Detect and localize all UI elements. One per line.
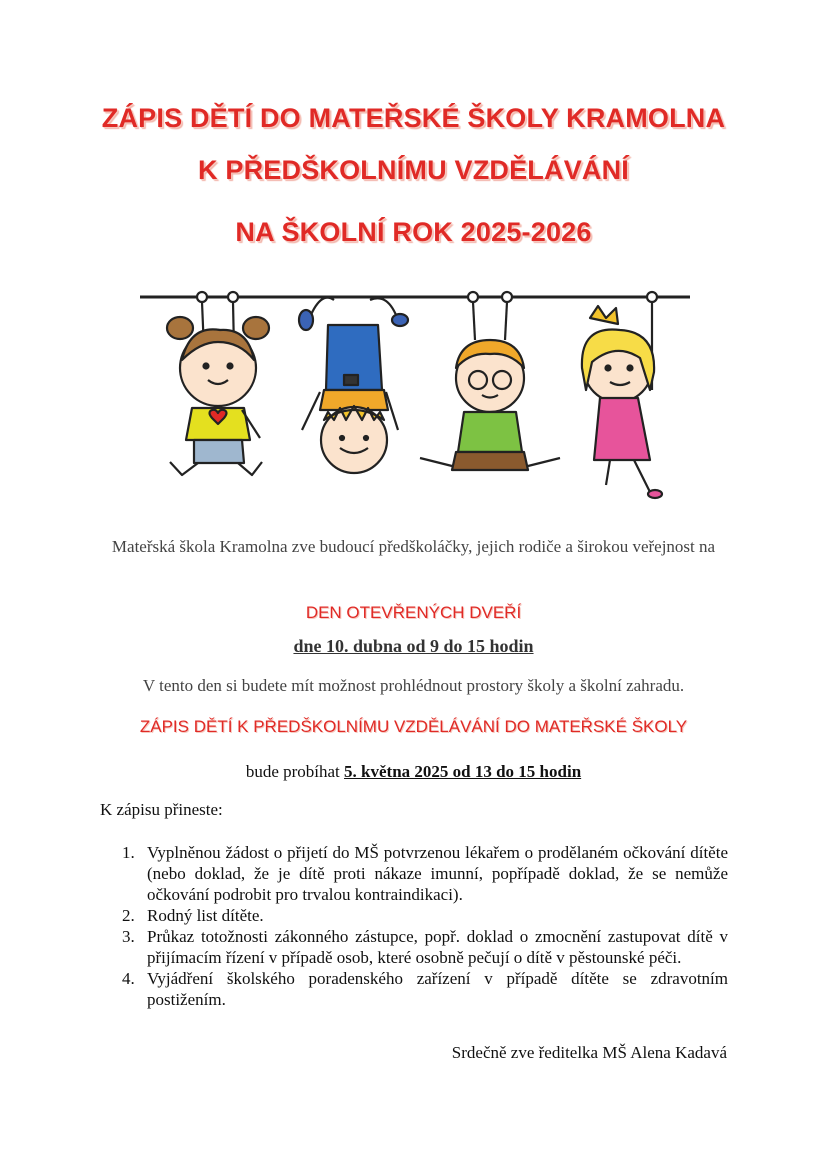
enrollment-line	[0, 762, 827, 782]
list-item-text: Rodný list dítěte.	[147, 906, 264, 925]
open-day-note: V tento den si budete mít možnost prohlédnout prostory školy a školní zahradu.	[142, 676, 685, 695]
boy-glasses-figure	[420, 292, 560, 470]
list-item-number: 4.	[122, 969, 135, 988]
list-item	[100, 905, 728, 926]
children-hanging-illustration	[130, 280, 700, 505]
enrollment-title: ZÁPIS DĚTÍ K PŘEDŠKOLNÍMU VZDĚLÁVÁNÍ DO MATEŘSKÉ ŠKOLY	[139, 717, 688, 736]
list-item	[100, 926, 728, 968]
open-day-title: DEN OTEVŘENÝCH DVEŘÍ	[305, 603, 522, 622]
open-day-date: dne 10. dubna od 9 do 15 hodin	[293, 636, 534, 656]
signature: Srdečně zve ředitelka MŠ Alena Kadavá	[451, 1043, 727, 1062]
list-item-text: Vyjádření školského poradenského zařízení v případě dítěte se zdravotním postižením.	[147, 969, 728, 1009]
title-line-3: NA ŠKOLNÍ ROK 2025-2026	[235, 217, 592, 247]
title-line-2: K PŘEDŠKOLNÍMU VZDĚLÁVÁNÍ	[197, 155, 629, 185]
intro-text: Mateřská škola Kramolna zve budoucí předškoláčky, jejich rodiče a širokou veřejnost na	[111, 537, 716, 556]
list-item-number: 3.	[122, 927, 135, 946]
list-item-number: 1.	[122, 843, 135, 862]
girl-pigtails-figure	[167, 292, 269, 475]
girl-blonde-figure	[582, 292, 662, 498]
bring-list	[100, 842, 728, 1010]
enrollment-prefix: bude probíhat	[245, 762, 345, 781]
list-item	[100, 968, 728, 1010]
list-item-text: Průkaz totožnosti zákonného zástupce, popř. doklad o zmocnění zastupovat dítě v přijímacím řízení v případě osob, které osobně pečují o dítě v pěstounské péči.	[147, 927, 728, 967]
list-item-text: Vyplněnou žádost o přijetí do MŠ potvrzenou lékařem o prodělaném očkování dítěte (nebo doklad, že je dítě proti nákaze imunní, popřípadě doklad, že se nemůže očkování podrobit pro trvalou kontraindikaci).	[147, 843, 728, 904]
enrollment-date: 5. května 2025 od 13 do 15 hodin	[344, 762, 582, 781]
list-item-number: 2.	[122, 906, 135, 925]
boy-upside-down-figure	[299, 298, 408, 473]
list-item	[100, 842, 728, 905]
bring-heading: K zápisu přineste:	[100, 800, 223, 819]
title-line-1: ZÁPIS DĚTÍ DO MATEŘSKÉ ŠKOLY KRAMOLNA	[101, 103, 726, 133]
